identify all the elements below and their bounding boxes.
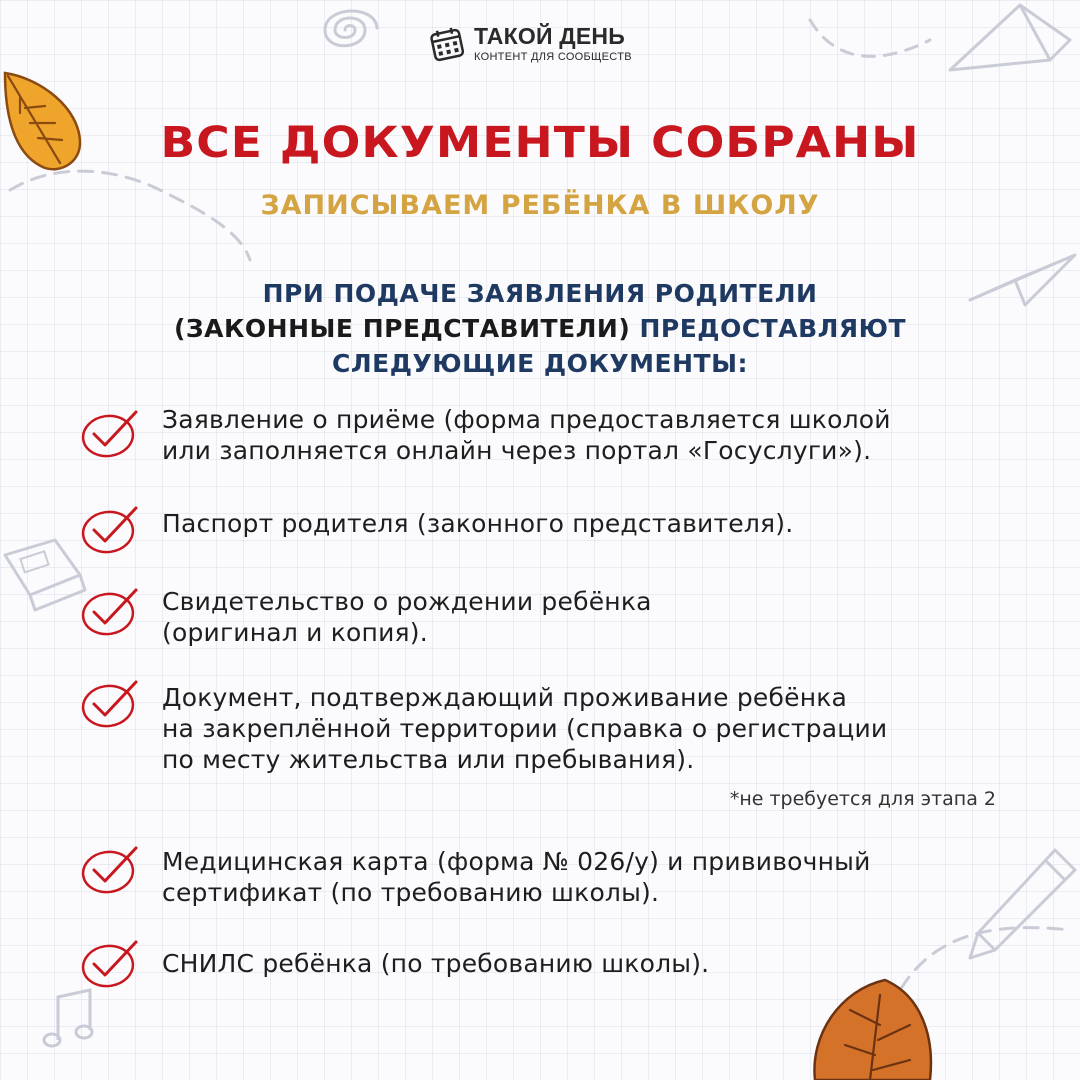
checkmark-icon: [80, 938, 140, 990]
checkmark-icon: [80, 408, 140, 460]
intro-text: [0, 276, 1080, 381]
book-doodle-icon: [0, 535, 90, 615]
item-text: Паспорт родителя (законного представителя).: [162, 509, 794, 538]
logo-tagline: КОНТЕНТ ДЛЯ СООБЩЕСТВ: [474, 51, 632, 63]
page-subtitle: ЗАПИСЫВАЕМ РЕБЁНКА В ШКОЛУ: [260, 190, 820, 221]
list-item: [80, 672, 1040, 782]
checkmark-icon: [80, 586, 140, 638]
list-item: [80, 498, 1040, 558]
checkmark-icon: [80, 504, 140, 556]
list-item: [80, 402, 1040, 472]
music-note-icon: [40, 985, 100, 1055]
calendar-logo-icon: [428, 25, 466, 63]
item-text: Свидетельство о рождении ребёнка (оригинал и копия).: [162, 587, 652, 647]
intro-line-2b: ПРЕДОСТАВЛЯЮТ: [639, 314, 907, 343]
item-text: Документ, подтверждающий проживание ребёнка на закреплённой территории (справка о регистрации по месту жительства или пребывания).: [162, 683, 888, 774]
list-item: [80, 932, 1040, 992]
item-text: СНИЛС ребёнка (по требованию школы).: [162, 949, 710, 978]
footnote: *не требуется для этапа 2: [729, 788, 996, 810]
page-title: ВСЕ ДОКУМЕНТЫ СОБРАНЫ: [160, 118, 920, 168]
spiral-doodle-icon: [290, 0, 400, 60]
triangle-doodle-icon: [930, 0, 1080, 90]
checkmark-icon: [80, 678, 140, 730]
brand-logo: [428, 24, 632, 63]
dashed-curve-doodle: [800, 0, 940, 70]
intro-line-2a: (ЗАКОННЫЕ ПРЕДСТАВИТЕЛИ): [173, 314, 631, 343]
intro-line-1: ПРИ ПОДАЧЕ ЗАЯВЛЕНИЯ РОДИТЕЛИ: [262, 279, 818, 308]
item-text: Заявление о приёме (форма предоставляется школой или заполняется онлайн через портал «Госуслуги»).: [162, 405, 891, 465]
logo-name: ТАКОЙ ДЕНЬ: [474, 23, 625, 49]
list-item: [80, 580, 1040, 650]
item-text: Медицинская карта (форма № 026/у) и прививочный сертификат (по требованию школы).: [162, 847, 871, 907]
list-item: [80, 838, 1040, 908]
intro-line-3: СЛЕДУЮЩИЕ ДОКУМЕНТЫ:: [332, 349, 748, 378]
checkmark-icon: [80, 844, 140, 896]
